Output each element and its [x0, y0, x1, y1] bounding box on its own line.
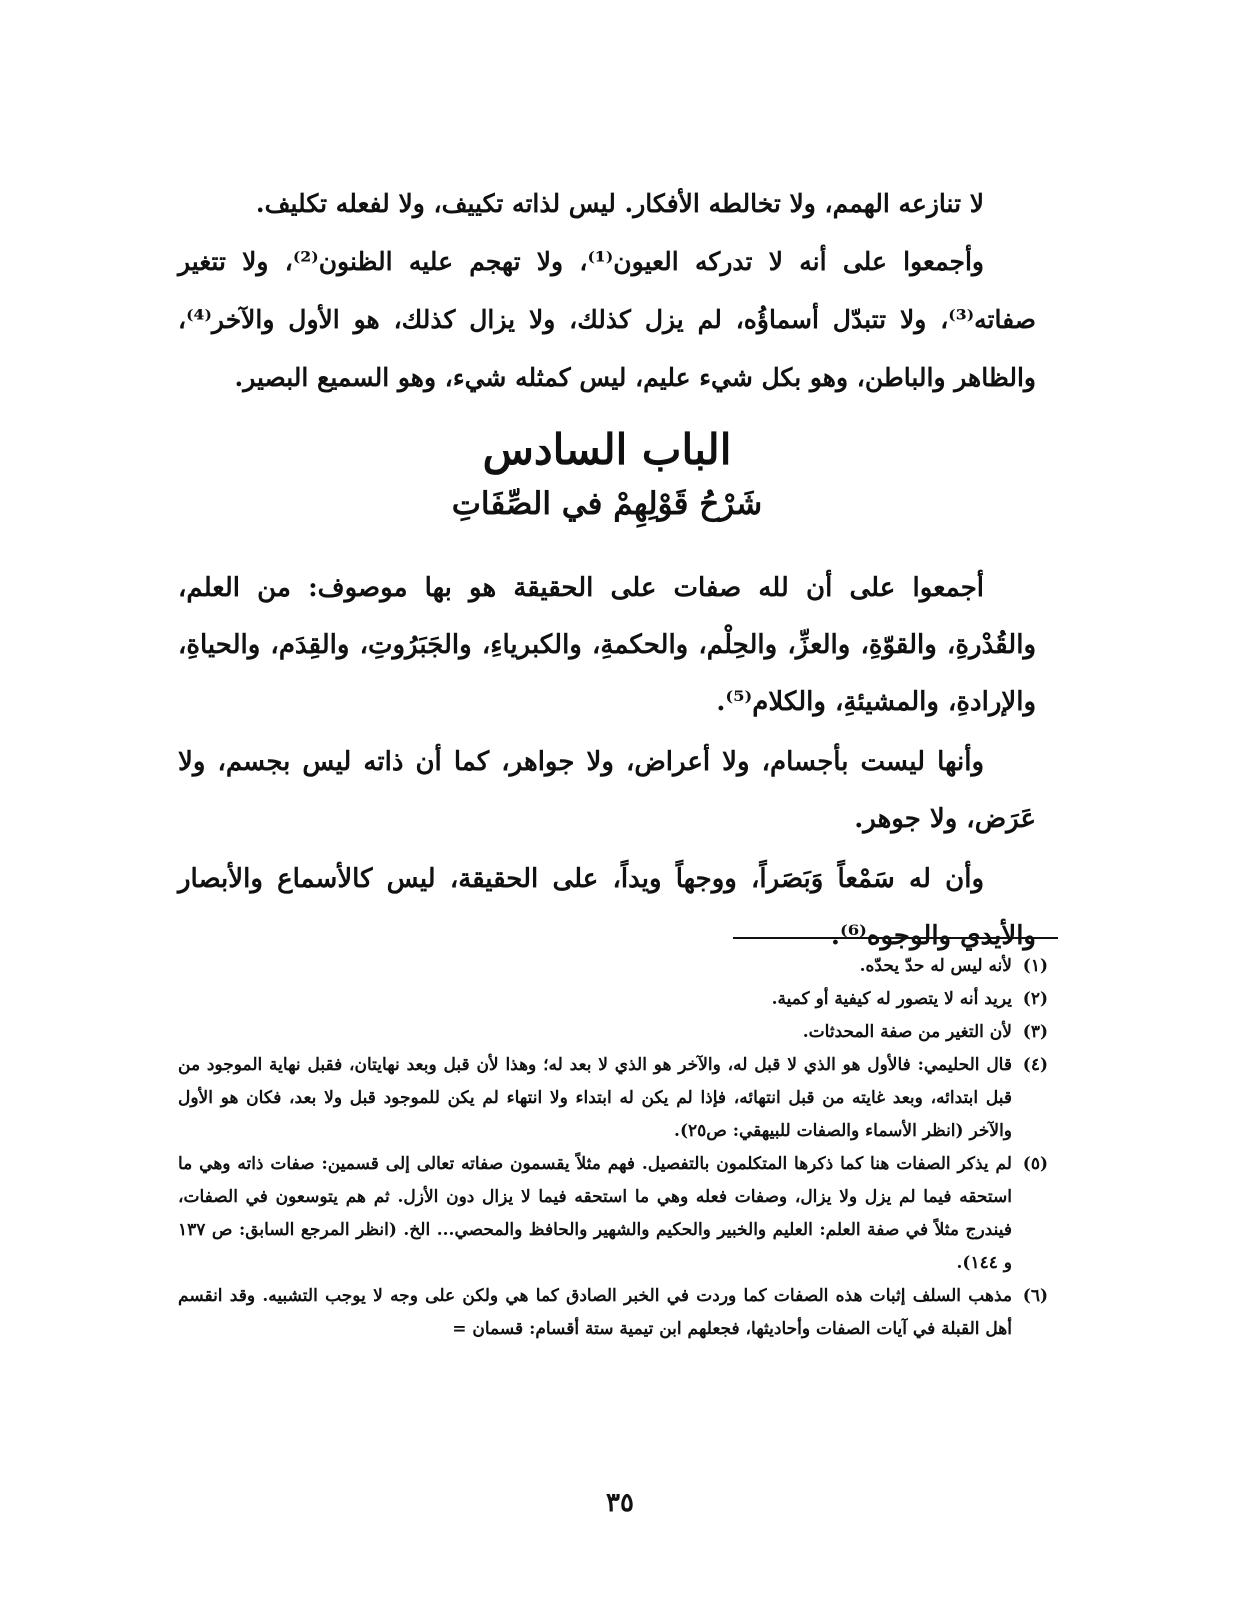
main-paragraph-3: وأن له سَمْعاً وَبَصَراً، ووجهاً ويداً، على الحقيقة، ليس كالأسماع والأبصار والأيدي والوجوه⁽⁶⁾.: [178, 864, 1036, 951]
footnote-text: لم يذكر الصفات هنا كما ذكرها المتكلمون بالتفصيل. فهم مثلاً يقسمون صفاته تعالى إلى قسمين: صفات ذاته وهي ما استحقه فيما لم يزل ولا يزال، وصفات فعله وهي ما استحقه فيما لا يزال دون الأزل. ثم هم يتوسعون في الصفات، فيندرج مثلاً في صفة العلم: العليم والخبير والحكيم والشهير والحافظ والمحصي... الخ. (انظر المرجع السابق: ص ١٣٧ و ١٤٤).: [178, 1154, 1012, 1273]
footnote-number: (٥): [1022, 1154, 1048, 1174]
footnote-text: قال الحليمي: فالأول هو الذي لا قبل له، والآخر هو الذي لا بعد له؛ وهذا لأن قبل وبعد نهايتان، فقبل نهاية الموجود من قبل ابتدائه، وبعد غايته من قبل انتهائه، فإذا لم يكن له ابتداء ولا انتهاء لم يكن للموجود قبل ولا بعد، فكان هو الأول والآخر (انظر الأسماء والصفات للبيهقي: ص٢٥).: [178, 1055, 1012, 1141]
footnote-text: يريد أنه لا يتصور له كيفية أو كمية.: [771, 989, 1012, 1009]
footnote: [178, 1016, 1048, 1049]
footnote-number: (٦): [1022, 1286, 1048, 1306]
footnote: [178, 1280, 1048, 1346]
page-number: ٣٥: [606, 1488, 634, 1518]
chapter-subtitle: شَرْحُ قَوْلِهِمْ في الصِّفَاتِ: [451, 486, 763, 522]
footnotes-section: [178, 950, 1048, 1346]
chapter-title: الباب السادس: [482, 425, 732, 474]
footnote: [178, 983, 1048, 1016]
main-paragraph-1: أجمعوا على أن لله صفات على الحقيقة هو بها موصوف: من العلم، والقُدْرةِ، والقوّةِ، والعزِّ، والحِلْم، والحكمةِ، والكبرياءِ، والجَبَرُوتِ، والقِدَم، والحياةِ، والإرادةِ، والمشيئةِ، والكلام⁽⁵⁾.: [178, 573, 1036, 717]
footnote: [178, 1148, 1048, 1280]
footnote-number: (٢): [1022, 989, 1048, 1009]
top-paragraph-1: لا تنازعه الهمم، ولا تخالطه الأفكار. ليس لذاته تكييف، ولا لفعله تكليف.: [255, 189, 984, 218]
footnote-divider: [733, 937, 1058, 939]
top-paragraph-2: وأجمعوا على أنه لا تدركه العيون⁽¹⁾، ولا تهجم عليه الظنون⁽²⁾، ولا تتغير صفاته⁽³⁾، ولا تتبدّل أسماؤُه، لم يزل كذلك، ولا يزال كذلك، هو الأول والآخر⁽⁴⁾، والظاهر والباطن، وهو بكل شيء عليم، ليس كمثله شيء، وهو السميع البصير.: [178, 247, 1036, 392]
main-text-section: [178, 560, 1036, 968]
top-text-section: [178, 175, 1036, 407]
footnote-number: (١): [1022, 956, 1048, 976]
footnote: [178, 1049, 1048, 1148]
footnote-text: لأنه ليس له حدّ يحدّه.: [859, 956, 1012, 976]
footnote-text: لأن التغير من صفة المحدثات.: [802, 1022, 1012, 1042]
footnote-number: (٣): [1022, 1022, 1048, 1042]
footnote-text: مذهب السلف إثبات هذه الصفات كما وردت في الخبر الصادق كما هي ولكن على وجه لا يوجب التشبيه. وقد انقسم أهل القبلة في آيات الصفات وأحاديثها، فجعلهم ابن تيمية ستة أقسام: قسمان =: [178, 1286, 1012, 1339]
footnote: [178, 950, 1048, 983]
main-paragraph-2: وأنها ليست بأجسام، ولا أعراض، ولا جواهر، كما أن ذاته ليس بجسم، ولا عَرَض، ولا جوهر.: [178, 747, 1036, 834]
footnote-number: (٤): [1022, 1055, 1048, 1075]
